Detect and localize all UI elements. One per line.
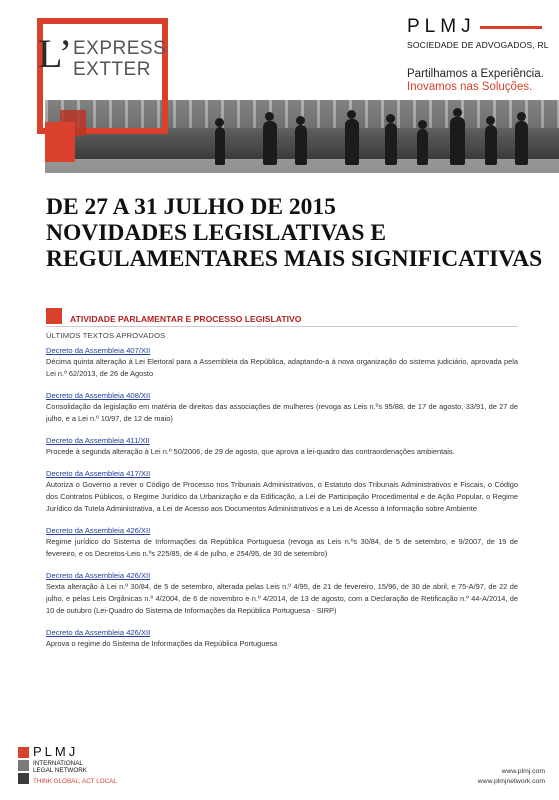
title-line1: DE 27 A 31 JULHO DE 2015: [46, 194, 336, 220]
slogan-line2: Inovamos nas Soluções.: [407, 81, 533, 93]
decree-description: Décima quinta alteração à Lei Eleitoral para a Assembleia da República, adaptando-a à nova organização do sistema judiciário, aprovada pela Lei n.º 62/2013, de 26 de Agosto: [46, 357, 518, 378]
list-item: [46, 435, 518, 458]
footer-tagline: THINK GLOBAL, ACT LOCAL: [33, 778, 117, 785]
publication-logo-line1: EXPRESS: [73, 38, 167, 59]
section-subheading: ÚLTIMOS TEXTOS APROVADOS: [46, 331, 166, 340]
logo-letter: L’: [38, 31, 73, 76]
decree-link[interactable]: Decreto da Assembleia 408/XII: [46, 391, 151, 400]
decree-link[interactable]: Decreto da Assembleia 426/XII: [46, 628, 151, 637]
firm-subtitle: SOCIEDADE DE ADVOGADOS, RL: [407, 40, 549, 50]
decree-description: Aprova o regime do Sistema de Informações da República Portuguesa: [46, 639, 278, 648]
decree-description: Consolidação da legislação em matéria de direitos das associações de mulheres (revoga as Leis n.ºs 95/88, de 17 de agosto, 33/91, de 27 de julho, e a Lei n.º 10/97, de 12 de maio): [46, 402, 518, 423]
footer-logo-square-dark: [18, 773, 29, 784]
footer-network-line2: LEGAL NETWORK: [33, 767, 87, 774]
section-divider: [46, 326, 518, 327]
publication-logo: [73, 38, 166, 80]
decree-link[interactable]: Decreto da Assembleia 411/XII: [46, 436, 150, 445]
decree-link[interactable]: Decreto da Assembleia 417/XII: [46, 469, 151, 478]
decree-description: Autoriza o Governo a rever o Código de Processo nos Tribunais Administrativos, o Estatuto dos Tribunais Administrativos e Fiscais, o Código dos Contratos Públicos, o Regime Jurídico da Urbanização e da Edificação, a Lei de Participação Procedimental e de Ação Popular, o Regime Jurídico da Tutela Administrativa, a Lei de Acesso aos Documentos Administrativos e a Lei de Acesso à Informação sobre Ambiente: [46, 480, 518, 513]
footer-network-line1: INTERNATIONAL: [33, 760, 83, 767]
footer-network-website-link[interactable]: www.plmjnetwork.com: [477, 778, 545, 785]
list-item: [46, 468, 518, 515]
decree-link[interactable]: Decreto da Assembleia 407/XII: [46, 346, 151, 355]
header: [0, 0, 559, 178]
publication-logo-line2: EXTTER: [73, 59, 151, 80]
page-title: [46, 194, 542, 272]
list-item: [46, 627, 518, 650]
list-item: [46, 525, 518, 560]
decree-description: Regime jurídico do Sistema de Informações da República Portuguesa (revoga as Leis n.ºs 30/84, de 5 de setembro, e 9/2007, de 19 de fevereiro, e os Decretos-Leis n.ºs 225/85, de 4 de julho, e 254/95, de 30 de setembro): [46, 537, 518, 558]
title-line3: REGULAMENTARES MAIS SIGNIFICATIVAS: [46, 246, 543, 272]
decree-description: Procede à segunda alteração à Lei n.º 50/2006, de 29 de agosto, que aprova a lei-quadro das contraordenações ambientais.: [46, 447, 455, 456]
slogan-line1: Partilhamos a Experiência.: [407, 68, 544, 80]
title-line2: NOVIDADES LEGISLATIVAS E: [46, 220, 386, 246]
footer-brand: PLMJ: [33, 744, 79, 759]
section-heading: ATIVIDADE PARLAMENTAR E PROCESSO LEGISLATIVO: [70, 314, 302, 324]
firm-logo: PLMJ: [407, 16, 476, 37]
footer-logo-square-grey: [18, 760, 29, 771]
footer-logo-square-red: [18, 747, 29, 758]
firm-logo-bar: [480, 26, 542, 29]
decree-link[interactable]: Decreto da Assembleia 426/XII: [46, 526, 151, 535]
section-marker: [46, 308, 62, 324]
list-item: [46, 390, 518, 425]
decree-description: Sexta alteração à Lei n.º 30/84, de 5 de setembro, alterada pelas Leis n.º 4/95, de 21 de fevereiro, 15/96, de 30 de abril, e 75-A/97, de 22 de julho, e pelas Leis Orgânicas n.º 4/2004, de 6 de novembro e n.º 4/2014, de 13 de agosto, com a Declaração de Retificação n.º 44-A/2014, de 10 de outubro (Lei-Quadro do Sistema de Informações da República Portuguesa - SIRP): [46, 582, 518, 615]
footer-website-link[interactable]: www.plmj.com: [501, 768, 545, 775]
list-item: [46, 570, 518, 617]
footer-network: [33, 760, 87, 774]
decree-link[interactable]: Decreto da Assembleia 426/XII: [46, 571, 151, 580]
list-item: [46, 345, 518, 380]
decree-list: [46, 345, 518, 660]
